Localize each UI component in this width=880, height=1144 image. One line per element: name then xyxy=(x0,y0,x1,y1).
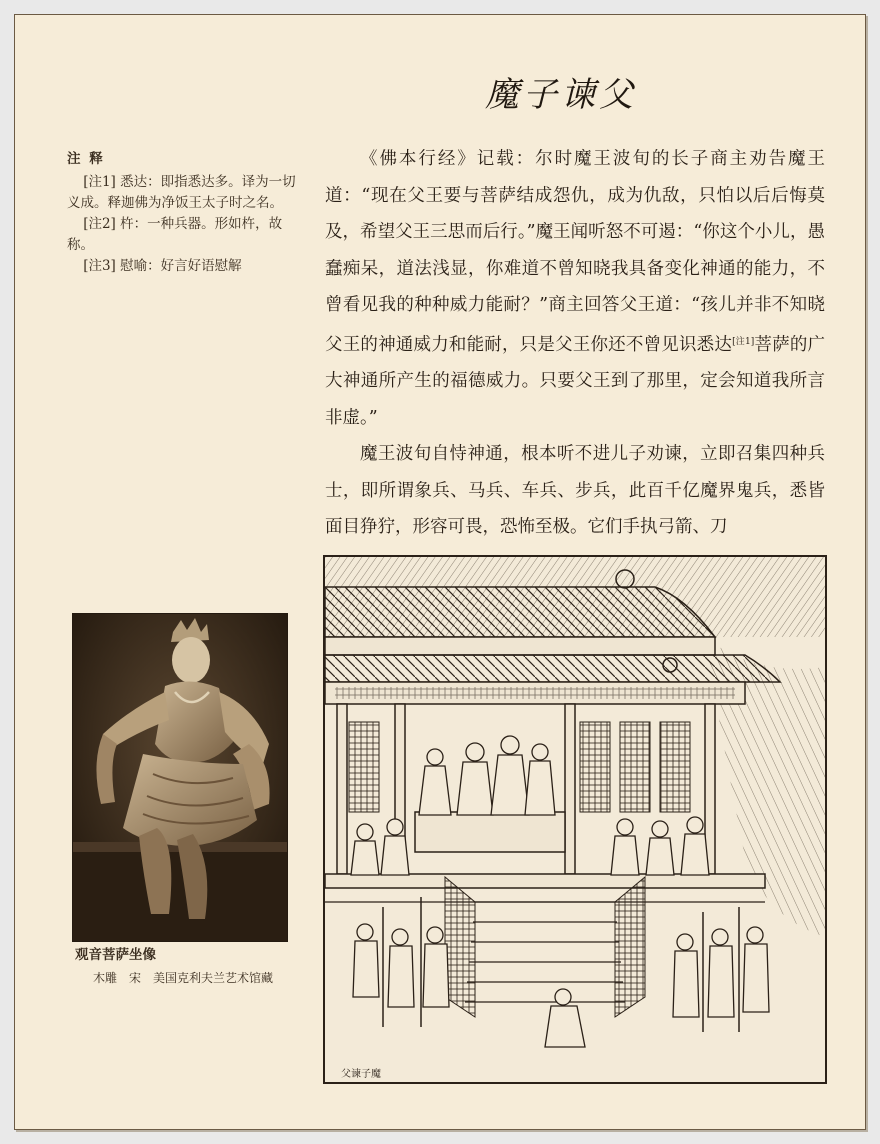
note-3: [注3] 慰喻：好言好语慰解 xyxy=(83,258,242,274)
paragraph-2: 魔王波旬自恃神通，根本听不进儿子劝谏，立即召集四种兵士，即所谓象兵、马兵、车兵、步兵，此百千亿魔界鬼兵，悉皆面目狰狞，形容可畏，恐怖至极。它们手执弓箭、刀 xyxy=(325,444,825,537)
statue-illustration xyxy=(73,614,287,941)
paragraph-1-part-b: 菩萨的广大神通所产生的福德威力。只要父王到了那里，定会知道我所言非虚。” xyxy=(325,334,826,428)
page-title: 魔子谏父 xyxy=(485,75,637,115)
paragraph-1-part-a: 《佛本行经》记载：尔时魔王波旬的长子商主劝告魔王道：“现在父王要与菩萨结成怨仇，成为仇敌，只怕以后后悔莫及，希望父王三思而后行。”魔王闻听怒不可遏：“你这个小儿，愚蠢痴呆，道法浅显，你难道不曾知晓我具备变化神通的能力，不曾看见我的种种威力能耐？”商主回答父王道：“孩儿并非不知晓父王的神通威力和能耐，只是父王你还不曾见识悉达 xyxy=(325,149,825,355)
note-2: [注2] 杵：一种兵器。形如杵，故称。 xyxy=(67,216,283,253)
statue-caption-detail: 木雕 宋 美国克利夫兰艺术馆藏 xyxy=(93,971,274,985)
footnote-ref-1: [注1] xyxy=(732,336,755,347)
annotations-column xyxy=(67,149,302,277)
book-page xyxy=(14,14,866,1130)
main-text xyxy=(325,141,825,546)
note-1: [注1] 悉达：即指悉达多。译为一切义成。释迦佛为净饭王太子时之名。 xyxy=(67,174,296,211)
palace-scene-drawing xyxy=(325,557,825,1082)
woodcut-illustration xyxy=(323,555,827,1084)
paragraph-1 xyxy=(325,141,825,436)
statue-caption-title: 观音菩萨坐像 xyxy=(75,947,156,963)
notes-heading: 注 释 xyxy=(67,151,105,167)
guanyin-statue-photo xyxy=(72,613,288,942)
woodcut-caption: 父谏子魔 xyxy=(341,1065,381,1080)
